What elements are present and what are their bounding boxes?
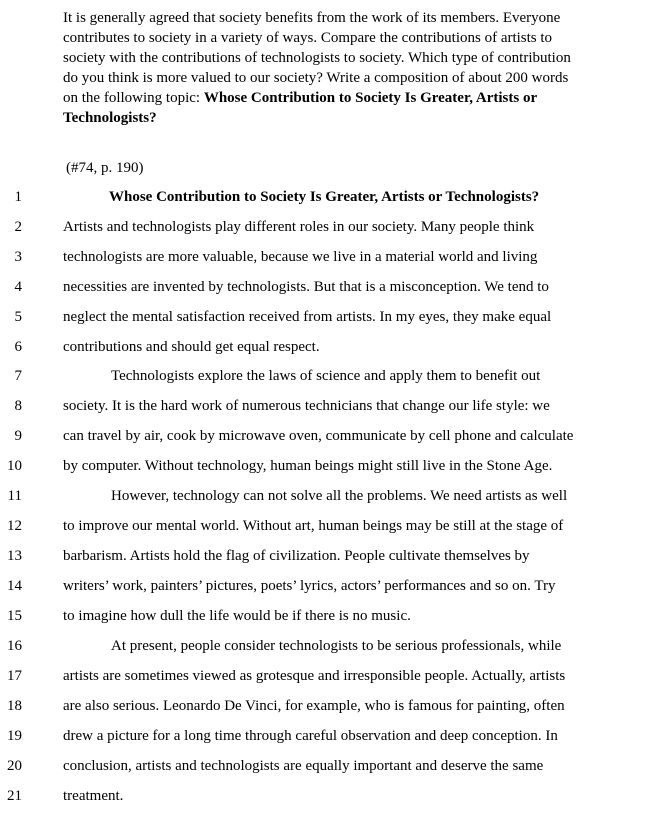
prompt-text: It is generally agreed that society benefits from the work of its members. Everyone contributes to society in a variety of ways. Compare the contributions of artists to society with the contributions of technologists to society. Which type of contribution do you think is more valued to our society? Write a composition of about 200 words on the following topic: <box>63 10 571 106</box>
line-number: 10 <box>7 458 22 474</box>
line-number: 20 <box>7 758 22 774</box>
line-text: can travel by air, cook by microwave oven, communicate by cell phone and calculate <box>63 428 574 444</box>
line-number: 17 <box>7 668 22 684</box>
essay-line <box>0 606 669 636</box>
line-number: 13 <box>7 548 22 564</box>
line-number: 7 <box>14 368 22 384</box>
line-text: technologists are more valuable, because we live in a material world and living <box>63 249 538 265</box>
line-text: barbarism. Artists hold the flag of civilization. People cultivate themselves by <box>63 548 530 564</box>
essay-line <box>0 666 669 696</box>
essay-line <box>0 516 669 546</box>
essay-line <box>0 486 669 516</box>
line-number: 8 <box>14 398 22 414</box>
prompt-topic: Whose Contribution to Society Is Greater, Artists or Technologists? <box>63 90 538 126</box>
line-number: 19 <box>7 728 22 744</box>
essay-line <box>0 277 669 307</box>
line-text: society. It is the hard work of numerous technicians that change our life style: we <box>63 398 550 414</box>
line-number: 18 <box>7 698 22 714</box>
line-number: 12 <box>7 518 22 534</box>
line-text: by computer. Without technology, human beings might still live in the Stone Age. <box>63 458 553 474</box>
line-text: necessities are invented by technologists. But that is a misconception. We tend to <box>63 279 549 295</box>
essay-line <box>0 636 669 666</box>
line-text: At present, people consider technologists to be serious professionals, while <box>111 638 562 654</box>
essay-line <box>0 337 669 367</box>
line-number: 11 <box>7 488 22 504</box>
line-number: 16 <box>7 638 22 654</box>
line-number: 9 <box>14 428 22 444</box>
essay-line <box>0 247 669 277</box>
essay-line <box>0 307 669 337</box>
essay-line <box>0 786 669 816</box>
line-text: contributions and should get equal respect. <box>63 339 320 355</box>
line-text: treatment. <box>63 788 124 804</box>
line-text: However, technology can not solve all the problems. We need artists as well <box>111 488 568 504</box>
line-number: 6 <box>14 339 22 355</box>
line-text: writers’ work, painters’ pictures, poets’ lyrics, actors’ performances and so on. Try <box>63 578 556 594</box>
line-text: drew a picture for a long time through careful observation and deep conception. In <box>63 728 558 744</box>
line-text: to imagine how dull the life would be if there is no music. <box>63 608 411 624</box>
essay-line <box>0 756 669 786</box>
line-text: are also serious. Leonardo De Vinci, for example, who is famous for painting, often <box>63 698 565 714</box>
essay-line <box>0 396 669 426</box>
essay-line <box>0 696 669 726</box>
line-text: artists are sometimes viewed as grotesque and irresponsible people. Actually, artists <box>63 668 566 684</box>
line-number: 2 <box>14 219 22 235</box>
essay-line <box>0 546 669 576</box>
line-text: neglect the mental satisfaction received from artists. In my eyes, they make equal <box>63 309 552 325</box>
line-text: conclusion, artists and technologists are equally important and deserve the same <box>63 758 544 774</box>
essay-prompt <box>63 8 663 128</box>
line-number: 3 <box>14 249 22 265</box>
line-number: 5 <box>14 309 22 325</box>
line-number: 15 <box>7 608 22 624</box>
essay-line <box>0 366 669 396</box>
line-number: 1 <box>14 189 22 205</box>
essay-line <box>0 187 669 217</box>
line-text: Artists and technologists play different roles in our society. Many people think <box>63 219 535 235</box>
line-text: Technologists explore the laws of science and apply them to benefit out <box>111 368 541 384</box>
line-number: 4 <box>14 279 22 295</box>
line-number: 14 <box>7 578 22 594</box>
line-number: 21 <box>7 788 22 804</box>
essay-line <box>0 726 669 756</box>
essay-line <box>0 576 669 606</box>
line-text: to improve our mental world. Without art, human beings may be still at the stage of <box>63 518 564 534</box>
essay-title: Whose Contribution to Society Is Greater, Artists or Technologists? <box>109 189 540 205</box>
essay-line <box>0 426 669 456</box>
citation: (#74, p. 190) <box>66 160 144 176</box>
essay-line <box>0 456 669 486</box>
essay-line <box>0 217 669 247</box>
